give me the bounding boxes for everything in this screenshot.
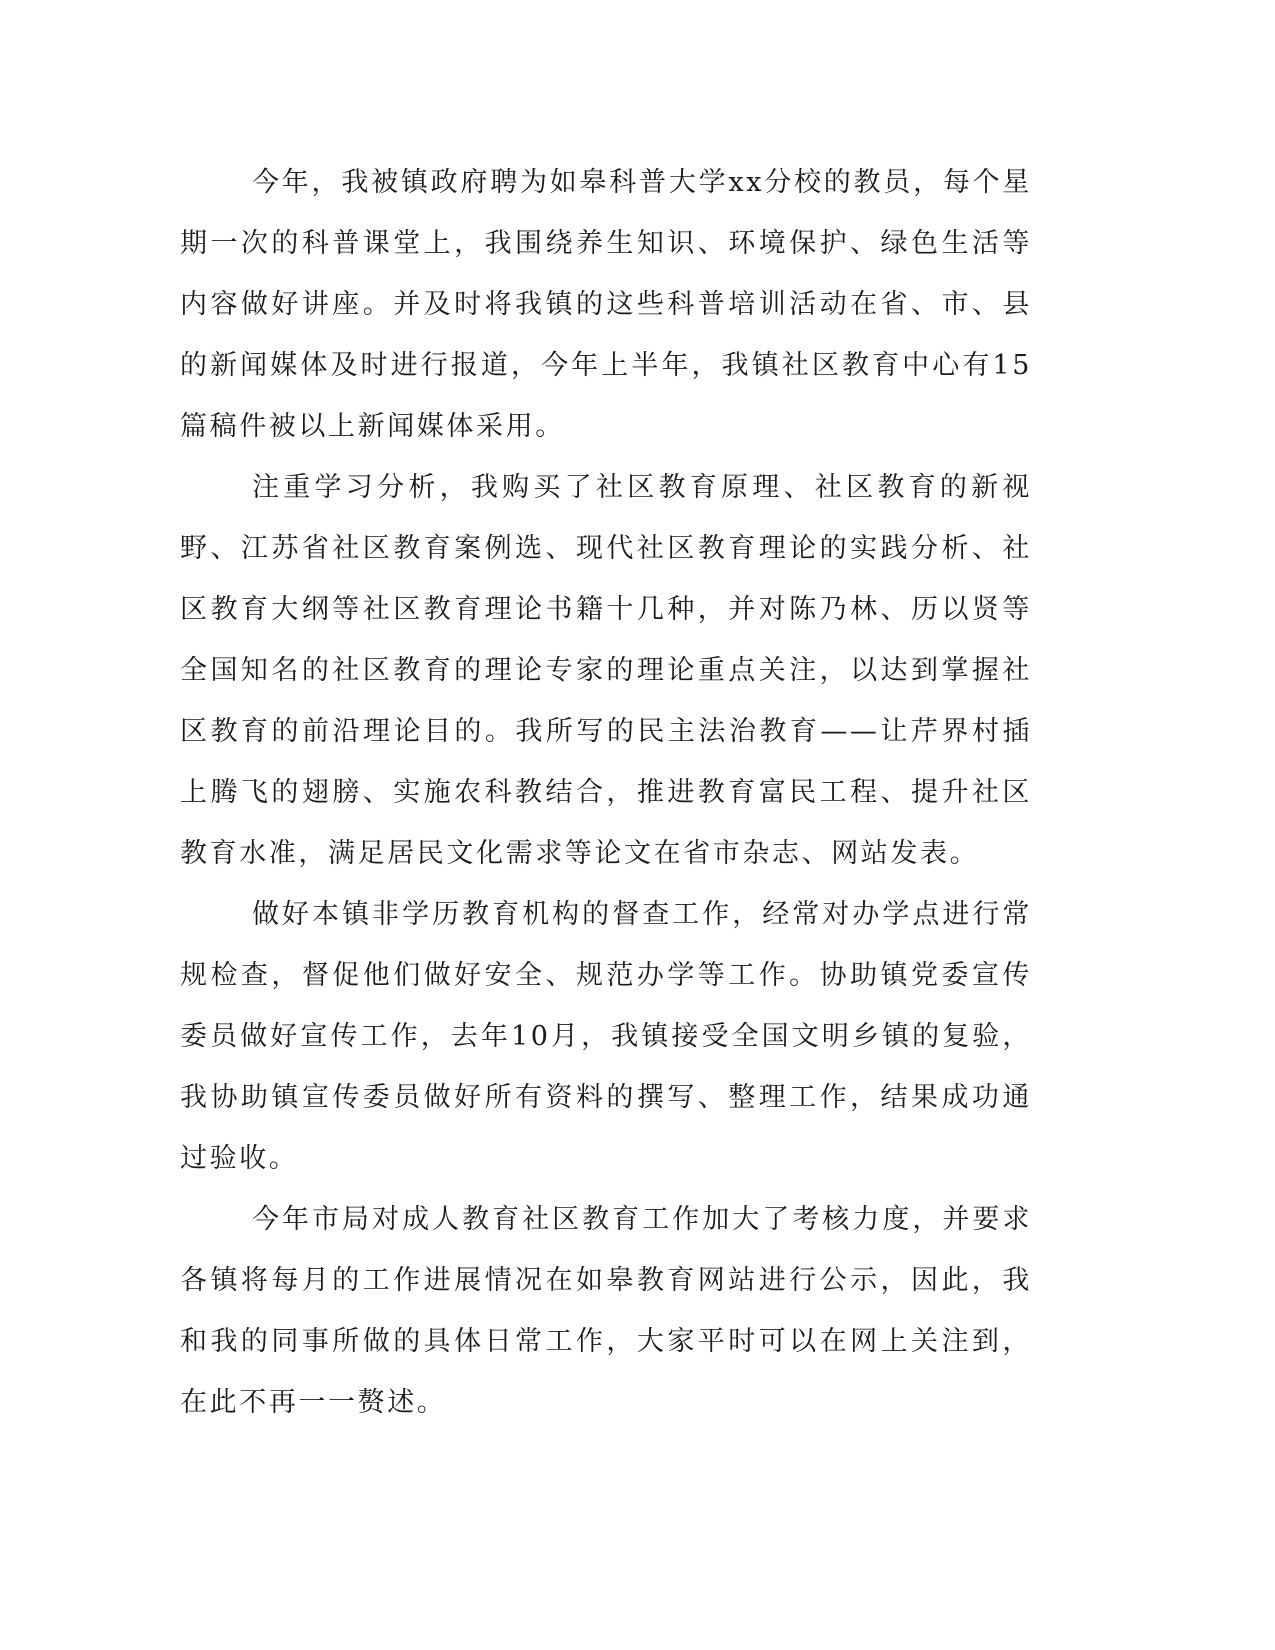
paragraph-study-analysis: 注重学习分析，我购买了社区教育原理、社区教育的新视野、江苏省社区教育案例选、现代社区教育理论的实践分析、社区教育大纲等社区教育理论书籍十几种，并对陈乃林、历以贤等全国知名的社区教育的理论专家的理论重点关注，以达到掌握社区教育的前沿理论目的。我所写的民主法治教育——让芹界村插上腾飞的翅膀、实施农科教结合，推进教育富民工程、提升社区教育水准，满足居民文化需求等论文在省市杂志、网站发表。	[180, 472, 1032, 869]
paragraph-science-lectures: 今年，我被镇政府聘为如皋科普大学xx分校的教员，每个星期一次的科普课堂上，我围绕养生知识、环境保护、绿色生活等内容做好讲座。并及时将我镇的这些科普培训活动在省、市、县的新闻媒体及时进行报道，今年上半年，我镇社区教育中心有15篇稿件被以上新闻媒体采用。	[180, 167, 1032, 442]
paragraph-assessment: 今年市局对成人教育社区教育工作加大了考核力度，并要求各镇将每月的工作进展情况在如皋教育网站进行公示，因此，我和我的同事所做的具体日常工作，大家平时可以在网上关注到，在此不再一一赘述。	[180, 1204, 1032, 1418]
paragraph-supervision-work: 做好本镇非学历教育机构的督查工作，经常对办学点进行常规检查，督促他们做好安全、规范办学等工作。协助镇党委宣传委员做好宣传工作，去年10月，我镇接受全国文明乡镇的复验，我协助镇宣传委员做好所有资料的撰写、整理工作，结果成功通过验收。	[180, 899, 1032, 1174]
document-body	[180, 152, 1032, 1433]
